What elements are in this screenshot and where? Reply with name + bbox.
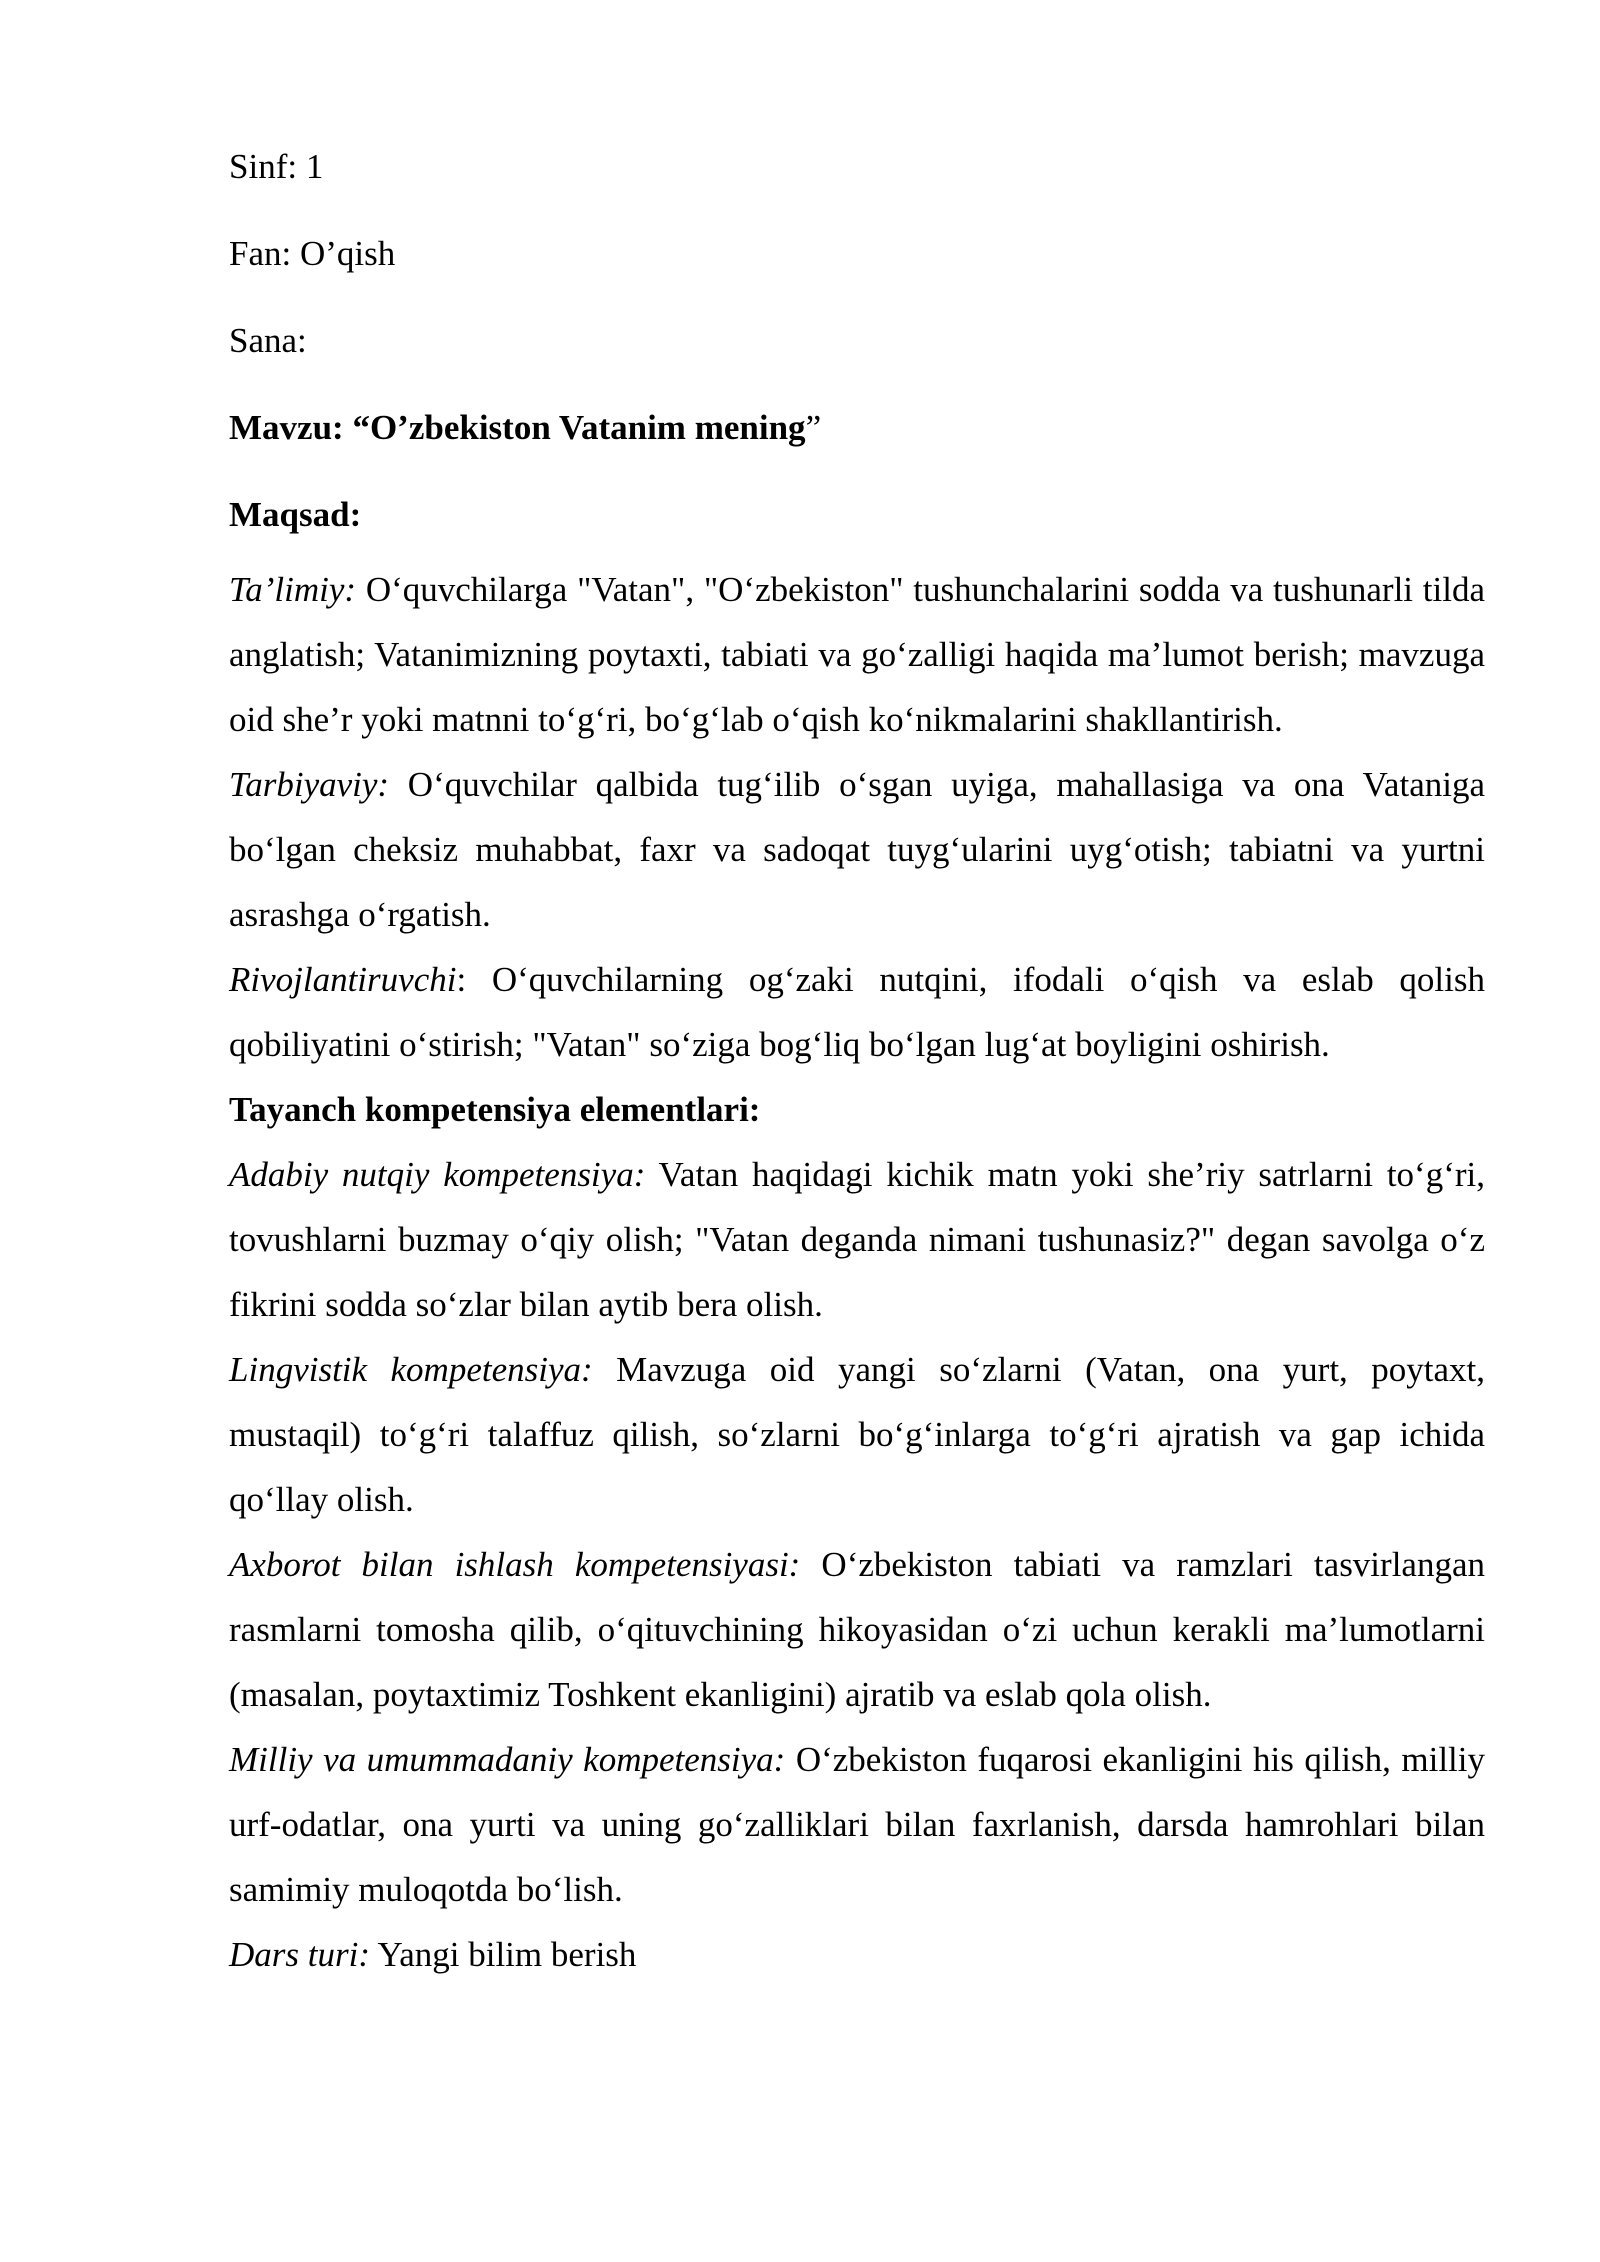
literary-competency-text: Vatan haqidagi kichik matn yoki she’riy satrlarni to‘g‘ri, tovushlarni buzmay o‘qiy olish; "Vatan deganda nimani tushunasiz?" degan savolga o‘z fikrini sodda so‘zlar bilan aytib bera olish. bbox=[229, 1155, 1486, 1324]
topic-title: Mavzu: “O’zbekiston Vatanim mening bbox=[229, 408, 806, 447]
topic-line bbox=[229, 406, 1485, 450]
literary-competency bbox=[229, 1142, 1485, 1337]
cultural-competency-label: Milliy va umummadaniy kompetensiya: bbox=[229, 1740, 786, 1779]
developmental-goal-text: : O‘quvchilarning og‘zaki nutqini, ifodali o‘qish va eslab qolish qobiliyatini o‘stirish; "Vatan" so‘ziga bog‘liq bo‘lgan lug‘at boyligini oshirish. bbox=[229, 960, 1485, 1064]
educational-goal-label: Ta’limiy: bbox=[229, 570, 357, 609]
linguistic-competency-label: Lingvistik kompetensiya: bbox=[229, 1350, 593, 1389]
lesson-type-label: Dars turi: bbox=[229, 1935, 370, 1974]
information-competency bbox=[229, 1532, 1485, 1727]
developmental-goal-label: Rivojlantiruvchi bbox=[229, 960, 457, 999]
date-line: Sana: bbox=[229, 321, 307, 360]
upbringing-goal-label: Tarbiyaviy: bbox=[229, 765, 390, 804]
cultural-competency bbox=[229, 1727, 1485, 1922]
educational-goal-text: O‘quvchilarga "Vatan", "O‘zbekiston" tushunchalarini sodda va tushunarli tilda anglatish; Vatanimizning poytaxti, tabiati va go‘zalligi haqida ma’lumot berish; mavzuga oid she’r yoki matnni to‘g‘ri, bo‘g‘lab o‘qish ko‘nikmalarini shakllantirish. bbox=[229, 570, 1485, 739]
grade-line: Sinf: 1 bbox=[229, 147, 324, 186]
competency-heading: Tayanch kompetensiya elementlari: bbox=[229, 1090, 761, 1129]
linguistic-competency-text: Mavzuga oid yangi so‘zlarni (Vatan, ona yurt, poytaxt, mustaqil) to‘g‘ri talaffuz qilish, so‘zlarni bo‘g‘inlarga to‘g‘ri ajratish va gap ichida qo‘llay olish. bbox=[229, 1350, 1485, 1519]
cultural-competency-text: O‘zbekiston fuqarosi ekanligini his qilish, milliy urf-odatlar, ona yurti va uning go‘zalliklari bilan faxrlanish, darsda hamrohlari bilan samimiy muloqotda bo‘lish. bbox=[229, 1740, 1485, 1909]
topic-closing-quote: ” bbox=[805, 408, 822, 447]
lesson-type bbox=[229, 1922, 1485, 1987]
goal-heading: Maqsad: bbox=[229, 495, 362, 534]
educational-goal bbox=[229, 557, 1485, 752]
literary-competency-label: Adabiy nutqiy kompetensiya: bbox=[229, 1155, 646, 1194]
document-page bbox=[229, 145, 1485, 1987]
upbringing-goal-text: O‘quvchilar qalbida tug‘ilib o‘sgan uyiga, mahallasiga va ona Vataniga bo‘lgan cheksiz muhabbat, faxr va sadoqat tuyg‘ularini uyg‘otish; tabiatni va yurtni asrashga o‘rgatish. bbox=[229, 765, 1485, 934]
information-competency-label: Axborot bilan ishlash kompetensiyasi: bbox=[229, 1545, 801, 1584]
information-competency-text: O‘zbekiston tabiati va ramzlari tasvirlangan rasmlarni tomosha qilib, o‘qituvchining hikoyasidan o‘zi uchun kerakli ma’lumotlarni (masalan, poytaxtimiz Toshkent ekanligini) ajratib va eslab qola olish. bbox=[229, 1545, 1485, 1714]
developmental-goal bbox=[229, 947, 1485, 1077]
linguistic-competency bbox=[229, 1337, 1485, 1532]
upbringing-goal bbox=[229, 752, 1485, 947]
subject-line: Fan: O’qish bbox=[229, 234, 396, 273]
lesson-type-text: Yangi bilim berish bbox=[370, 1935, 637, 1974]
